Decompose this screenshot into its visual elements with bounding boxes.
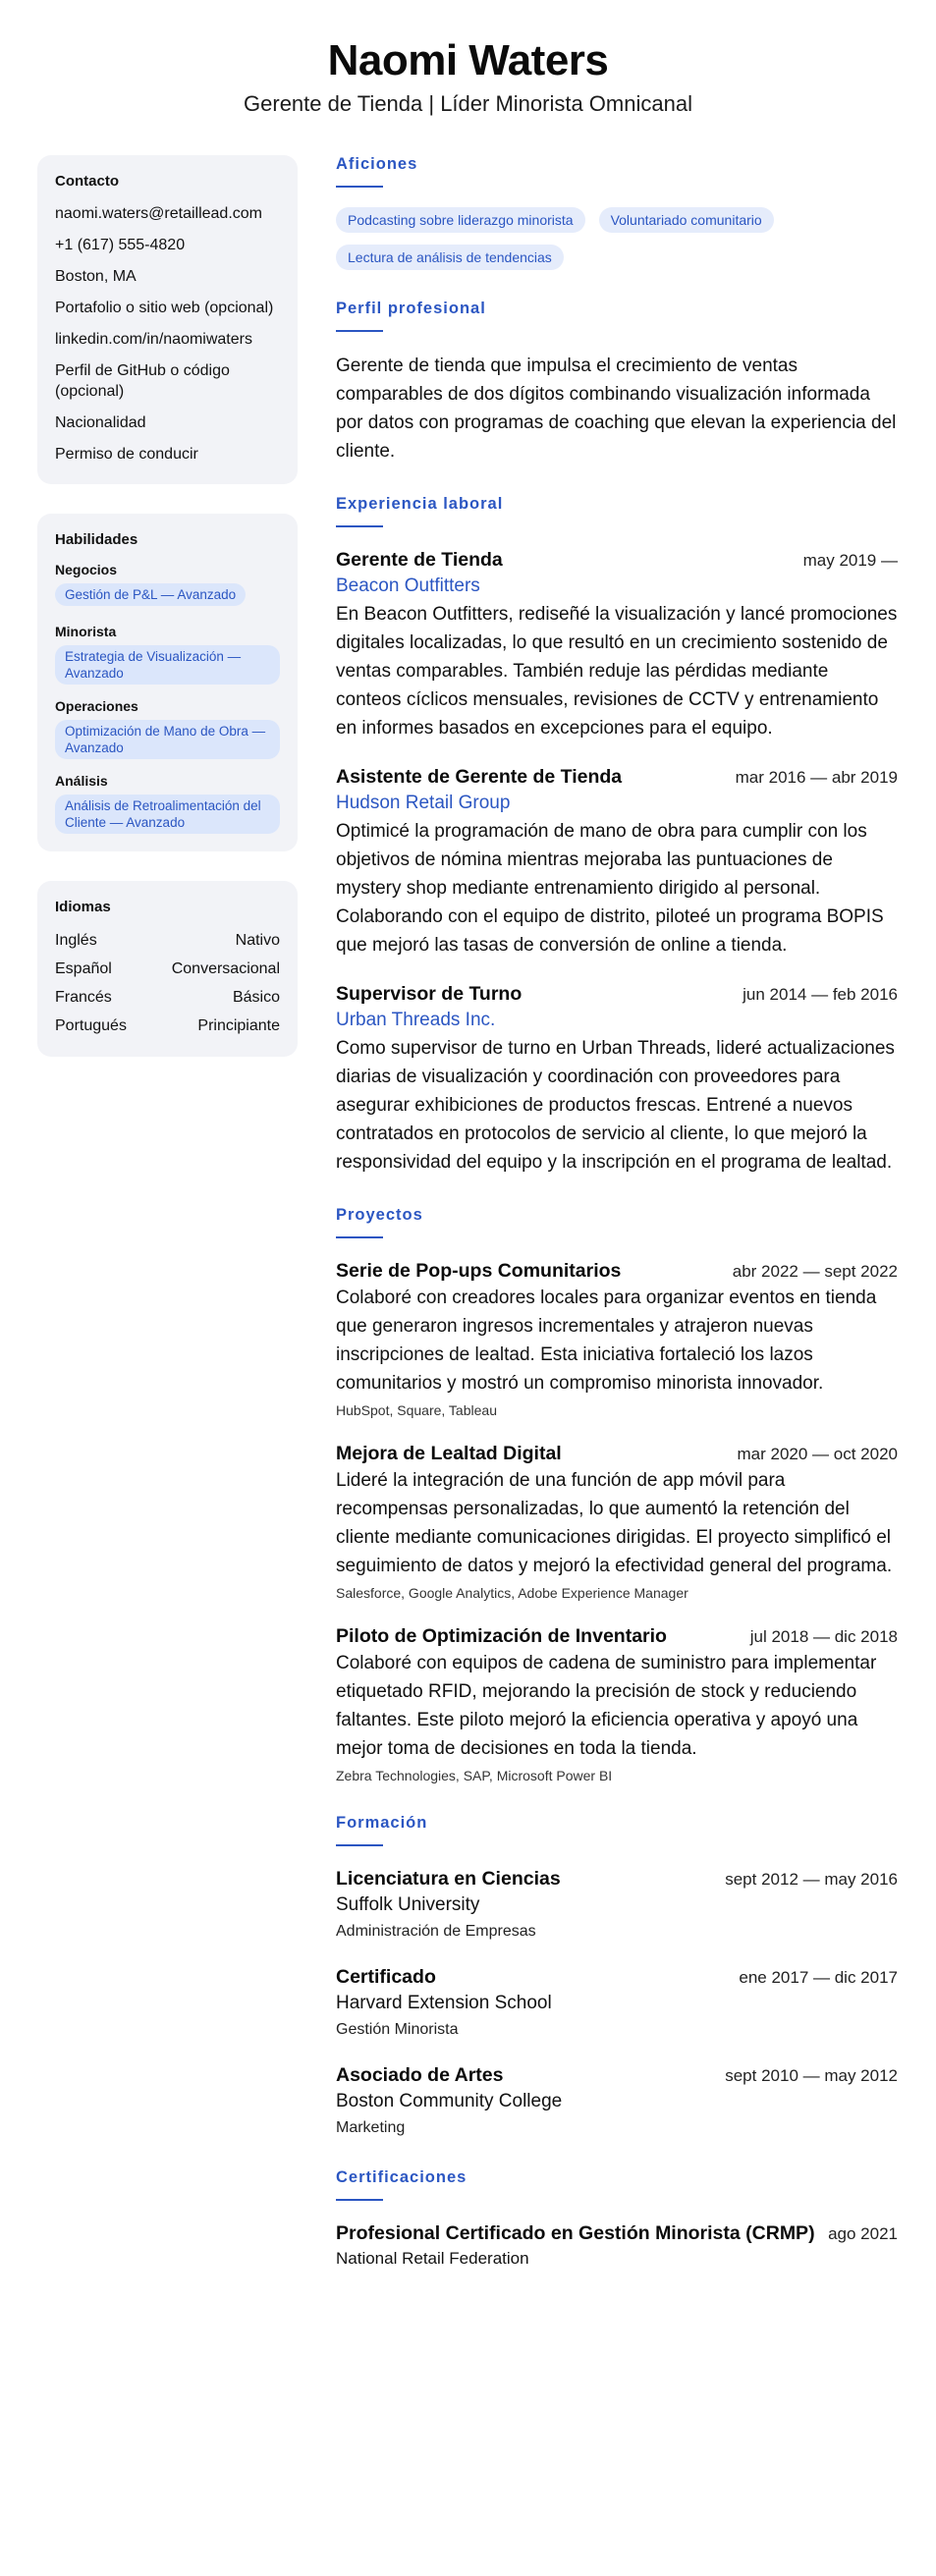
- candidate-name: Naomi Waters: [327, 36, 609, 84]
- language-name: Francés: [55, 989, 112, 1006]
- section-title: Certificaciones: [336, 2168, 468, 2186]
- languages-title: Idiomas: [55, 899, 111, 915]
- language-row: [55, 931, 280, 951]
- language-name: Español: [55, 960, 112, 977]
- section-title: Proyectos: [336, 1206, 423, 1224]
- section-title: Formación: [336, 1814, 428, 1832]
- languages-card: [37, 881, 298, 1057]
- profile-text: Gerente de tienda que impulsa el crecimiento de ventas comparables de dos dígitos combinando visualización informada por datos con programas de coaching que elevan la experiencia del cliente.: [336, 356, 897, 462]
- certification-entry: [336, 2220, 898, 2270]
- employer-name: Urban Threads Inc.: [336, 1010, 496, 1030]
- language-row: [55, 1016, 280, 1036]
- job-title: Asistente de Gerente de Tienda: [336, 766, 623, 788]
- job-title: Supervisor de Turno: [336, 983, 523, 1005]
- project-entry: [336, 1258, 898, 1419]
- section-title: Perfil profesional: [336, 300, 486, 317]
- section-divider: [336, 525, 383, 527]
- section-divider: [336, 2199, 383, 2201]
- project-tech: Salesforce, Google Analytics, Adobe Experience Manager: [336, 1585, 688, 1601]
- contact-card: [37, 155, 298, 484]
- skill-category: Análisis: [55, 773, 108, 789]
- skill-pill: Estrategia de Visualización — Avanzado: [55, 645, 280, 685]
- contact-driving-license: Permiso de conducir: [55, 446, 198, 463]
- job-title: Gerente de Tienda: [336, 549, 503, 571]
- field-of-study: Marketing: [336, 2119, 406, 2136]
- language-level: Conversacional: [171, 960, 280, 977]
- education-entry: [336, 1964, 898, 2041]
- project-title: Serie de Pop-ups Comunitarios: [336, 1260, 622, 1282]
- certification-issuer: National Retail Federation: [336, 2249, 529, 2268]
- skill-category: Negocios: [55, 562, 118, 577]
- job-dates: jun 2014 — feb 2016: [743, 985, 898, 1004]
- contact-email[interactable]: naomi.waters@retaillead.com: [55, 205, 262, 222]
- skill-pill: Gestión de P&L — Avanzado: [55, 583, 246, 606]
- institution-name: Harvard Extension School: [336, 1993, 552, 2013]
- education-entry: [336, 1866, 898, 1943]
- candidate-headline: Gerente de Tienda | Líder Minorista Omnicanal: [244, 91, 692, 116]
- hobby-tag: Voluntariado comunitario: [599, 207, 774, 233]
- employer-name: Hudson Retail Group: [336, 793, 511, 813]
- experience-entry: [336, 981, 898, 1177]
- hobby-tags: [336, 207, 898, 270]
- language-level: Nativo: [235, 932, 280, 949]
- language-row: [55, 988, 280, 1008]
- section-title: Experiencia laboral: [336, 495, 504, 513]
- section-divider: [336, 1236, 383, 1238]
- language-level: Básico: [232, 989, 280, 1006]
- project-title: Piloto de Optimización de Inventario: [336, 1625, 667, 1647]
- project-description: Colaboré con creadores locales para organizar eventos en tienda que generaron ingresos incrementales y atrajeron nuevas inscripciones de lealtad. Esta iniciativa fortaleció los lazos comunitarios y mostró un compromiso minorista innovador.: [336, 1288, 877, 1394]
- education-dates: ene 2017 — dic 2017: [739, 1968, 898, 1987]
- sidebar: [37, 155, 298, 1086]
- project-title: Mejora de Lealtad Digital: [336, 1443, 562, 1464]
- project-entry: [336, 1441, 898, 1602]
- project-dates: jul 2018 — dic 2018: [749, 1627, 898, 1646]
- projects-section: [336, 1206, 898, 1784]
- contact-nationality: Nacionalidad: [55, 414, 146, 431]
- section-title: Aficiones: [336, 155, 418, 173]
- education-dates: sept 2010 — may 2012: [725, 2066, 898, 2085]
- section-divider: [336, 330, 383, 332]
- education-dates: sept 2012 — may 2016: [725, 1870, 898, 1889]
- project-entry: [336, 1623, 898, 1784]
- institution-name: Suffolk University: [336, 1894, 480, 1915]
- experience-section: [336, 495, 898, 1177]
- job-dates: may 2019 —: [802, 551, 898, 570]
- section-divider: [336, 1844, 383, 1846]
- degree-title: Certificado: [336, 1966, 436, 1988]
- degree-title: Licenciatura en Ciencias: [336, 1868, 561, 1890]
- contact-location: Boston, MA: [55, 268, 137, 285]
- skill-category: Operaciones: [55, 698, 138, 714]
- language-name: Portugués: [55, 1017, 127, 1034]
- contact-title: Contacto: [55, 173, 119, 190]
- institution-name: Boston Community College: [336, 2091, 563, 2111]
- skill-pill: Análisis de Retroalimentación del Cliente — Avanzado: [55, 795, 280, 834]
- language-name: Inglés: [55, 932, 97, 949]
- resume-header: [0, 35, 936, 118]
- project-dates: abr 2022 — sept 2022: [732, 1262, 898, 1281]
- employer-name: Beacon Outfitters: [336, 575, 480, 596]
- language-level: Principiante: [197, 1017, 280, 1034]
- contact-github[interactable]: Perfil de GitHub o código (opcional): [55, 362, 230, 400]
- section-divider: [336, 186, 383, 188]
- job-description: Optimicé la programación de mano de obra para cumplir con los objetivos de nómina mientras mejoraba las puntuaciones de mystery shop mediante entrenamiento dirigido al personal. Colaborando con el equipo de distrito, piloteé un programa BOPIS que mejoró las tasas de conversión de online a tienda.: [336, 821, 884, 956]
- education-section: [336, 1814, 898, 2139]
- degree-title: Asociado de Artes: [336, 2064, 504, 2086]
- skill-category: Minorista: [55, 624, 117, 639]
- contact-linkedin[interactable]: linkedin.com/in/naomiwaters: [55, 331, 252, 348]
- skills-title: Habilidades: [55, 531, 138, 548]
- contact-phone[interactable]: +1 (617) 555-4820: [55, 237, 186, 253]
- hobby-tag: Lectura de análisis de tendencias: [336, 245, 564, 270]
- job-description: Como supervisor de turno en Urban Threads, lideré actualizaciones diarias de visualización y coordinación con proveedores para asegurar exhibiciones de productos frescas. Entrené a nuevos contratados en protocolos de servicio al cliente, lo que mejoró la responsividad del equipo y la inscripción en el programa de lealtad.: [336, 1038, 895, 1173]
- project-description: Colaboré con equipos de cadena de suministro para implementar etiquetado RFID, mejorando la precisión de stock y reduciendo faltantes. Este piloto mejoró la eficiencia operativa y apoyó una mejor toma de decisiones en toda la tienda.: [336, 1653, 877, 1759]
- project-dates: mar 2020 — oct 2020: [737, 1445, 898, 1463]
- skill-pill: Optimización de Mano de Obra — Avanzado: [55, 720, 280, 759]
- hobby-tag: Podcasting sobre liderazgo minorista: [336, 207, 585, 233]
- language-row: [55, 959, 280, 979]
- hobbies-section: [336, 155, 898, 270]
- education-entry: [336, 2062, 898, 2139]
- experience-entry: [336, 547, 898, 742]
- certification-date: ago 2021: [828, 2224, 898, 2243]
- field-of-study: Gestión Minorista: [336, 2021, 459, 2038]
- contact-portfolio[interactable]: Portafolio o sitio web (opcional): [55, 300, 274, 316]
- project-tech: HubSpot, Square, Tableau: [336, 1402, 497, 1418]
- job-dates: mar 2016 — abr 2019: [735, 768, 898, 787]
- profile-section: [336, 300, 898, 466]
- job-description: En Beacon Outfitters, rediseñé la visualización y lancé promociones digitales localizadas, lo que resultó en un crecimiento sostenido de ventas comparables. También reduje las pérdidas mediante conteos cíclicos mensuales, revisiones de CCTV y entrenamiento en informes basados en excepciones para el equipo.: [336, 604, 898, 739]
- main-column: [336, 155, 898, 2299]
- field-of-study: Administración de Empresas: [336, 1923, 536, 1940]
- experience-entry: [336, 764, 898, 959]
- skills-card: [37, 514, 298, 851]
- project-description: Lideré la integración de una función de app móvil para recompensas personalizadas, lo que aumentó la retención del cliente mediante comunicaciones dirigidas. El proyecto simplificó el seguimiento de datos y mejoró la efectividad general del programa.: [336, 1470, 893, 1576]
- certification-title: Profesional Certificado en Gestión Minorista (CRMP): [336, 2222, 815, 2244]
- project-tech: Zebra Technologies, SAP, Microsoft Power BI: [336, 1768, 613, 1783]
- certifications-section: [336, 2168, 898, 2270]
